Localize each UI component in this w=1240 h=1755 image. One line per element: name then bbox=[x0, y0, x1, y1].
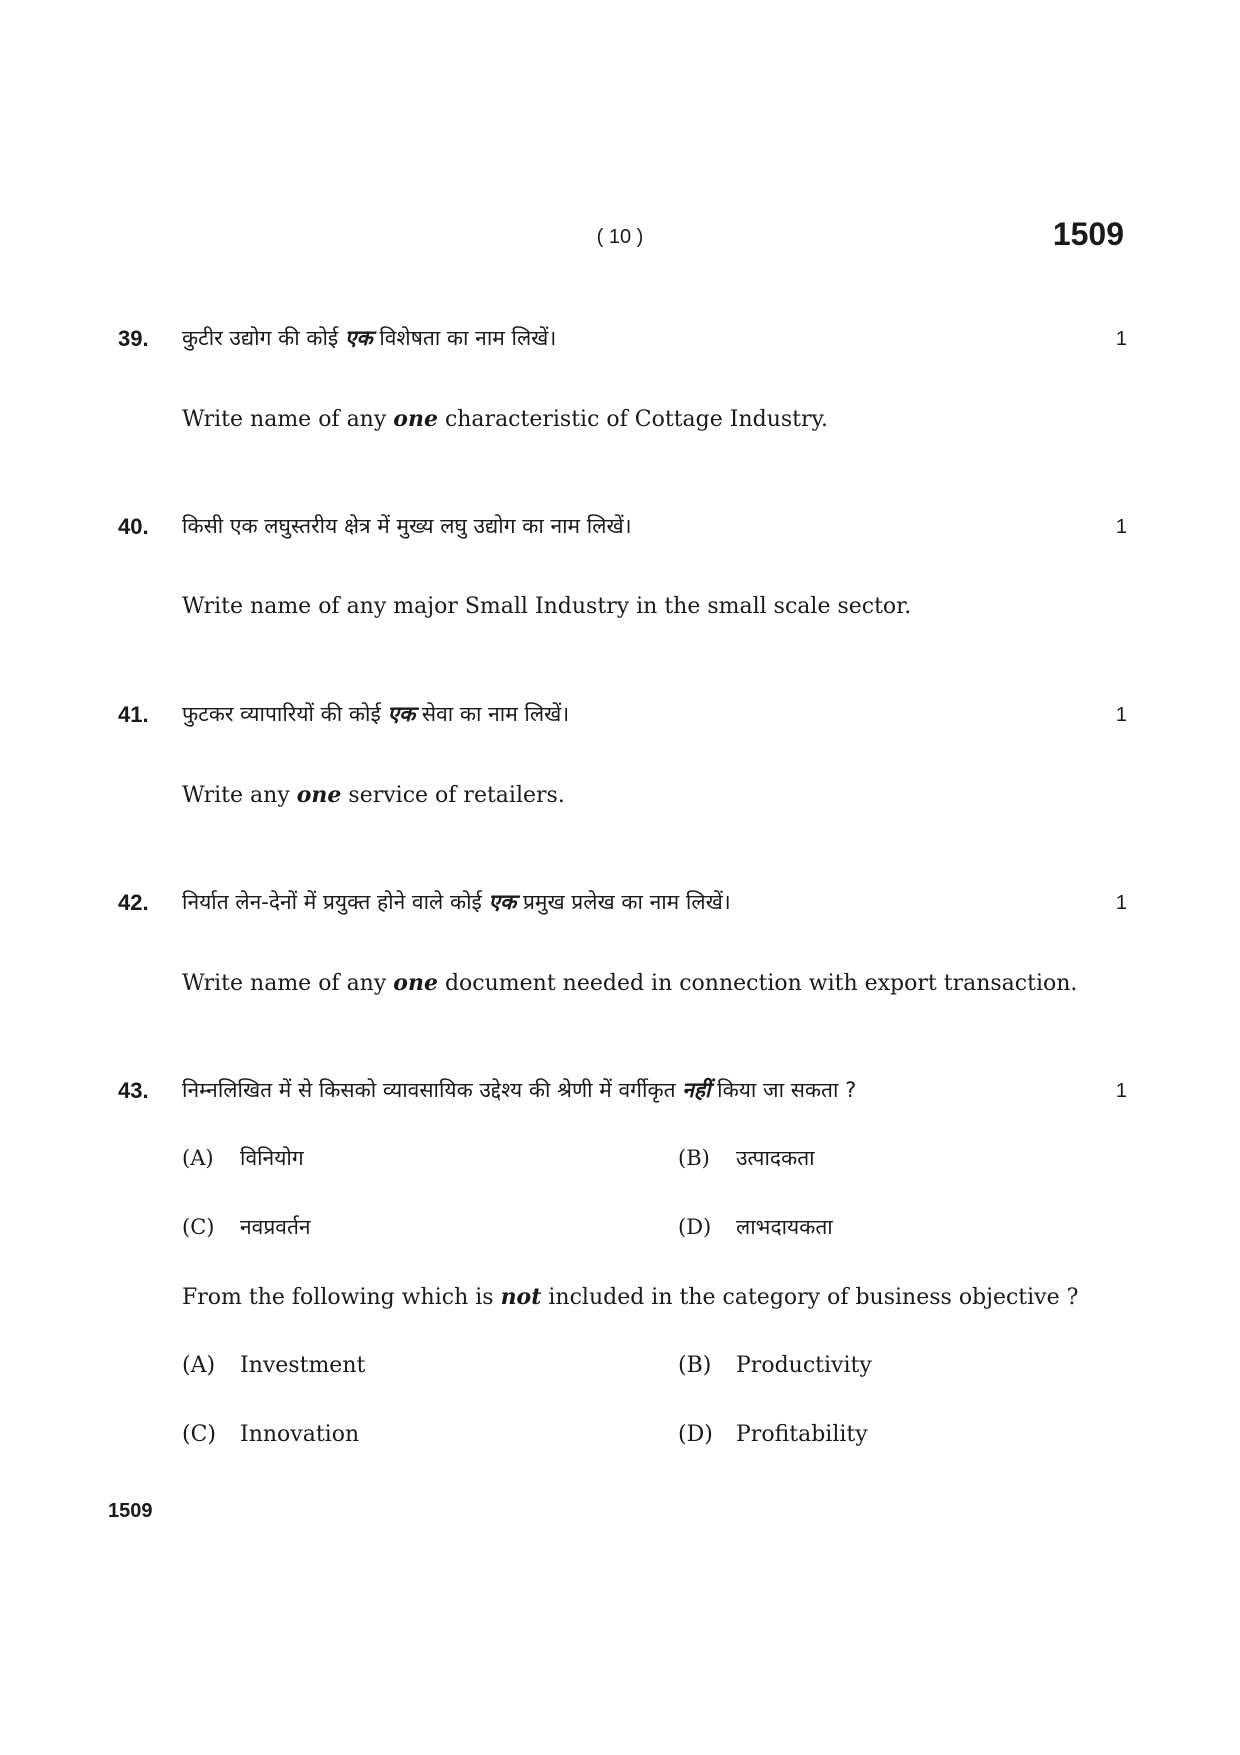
question-hindi: निर्यात लेन-देनों में प्रयुक्त होने वाले कोई एक प्रमुख प्रलेख का नाम लिखें। bbox=[182, 890, 731, 914]
question-english: Write any one service of retailers. bbox=[182, 782, 565, 808]
paper-code-footer: 1509 bbox=[108, 1500, 153, 1522]
page-number: ( 10 ) bbox=[596, 226, 644, 248]
question-number: 39. bbox=[118, 326, 149, 351]
option-c-hindi: (C) नवप्रवर्तन bbox=[182, 1215, 311, 1239]
question-marks: 1 bbox=[1115, 1080, 1127, 1102]
option-d-english: (D) Profitability bbox=[678, 1422, 868, 1447]
option-b-hindi: (B) उत्पादकता bbox=[678, 1146, 815, 1170]
question-hindi: फुटकर व्यापारियों की कोई एक सेवा का नाम लिखें। bbox=[182, 702, 570, 726]
option-c-english: (C) Innovation bbox=[182, 1422, 360, 1447]
question-english: Write name of any one document needed in connection with export transaction. bbox=[182, 970, 1078, 996]
option-b-english: (B) Productivity bbox=[678, 1353, 872, 1378]
paper-code-header: 1509 bbox=[1052, 216, 1124, 252]
question-marks: 1 bbox=[1115, 704, 1127, 726]
question-hindi: कुटीर उद्योग की कोई एक विशेषता का नाम लिखें। bbox=[182, 326, 557, 350]
question-number: 41. bbox=[118, 702, 149, 727]
question-number: 40. bbox=[118, 514, 149, 539]
question-number: 42. bbox=[118, 890, 149, 915]
question-english: From the following which is not included in the category of business objective ? bbox=[182, 1284, 1079, 1310]
option-a-hindi: (A) विनियोग bbox=[182, 1146, 304, 1170]
question-english: Write name of any one characteristic of Cottage Industry. bbox=[182, 406, 829, 432]
question-marks: 1 bbox=[1115, 892, 1127, 914]
question-marks: 1 bbox=[1115, 328, 1127, 350]
question-hindi: किसी एक लघुस्तरीय क्षेत्र में मुख्य लघु उद्योग का नाम लिखें। bbox=[182, 514, 632, 538]
question-english: Write name of any major Small Industry in the small scale sector. bbox=[182, 594, 912, 619]
question-hindi: निम्नलिखित में से किसको व्यावसायिक उद्देश्य की श्रेणी में वर्गीकृत नहीं किया जा सकता ? bbox=[182, 1078, 857, 1102]
option-d-hindi: (D) लाभदायकता bbox=[678, 1215, 833, 1239]
question-number: 43. bbox=[118, 1078, 149, 1103]
question-marks: 1 bbox=[1115, 516, 1127, 538]
option-a-english: (A) Investment bbox=[182, 1353, 366, 1378]
